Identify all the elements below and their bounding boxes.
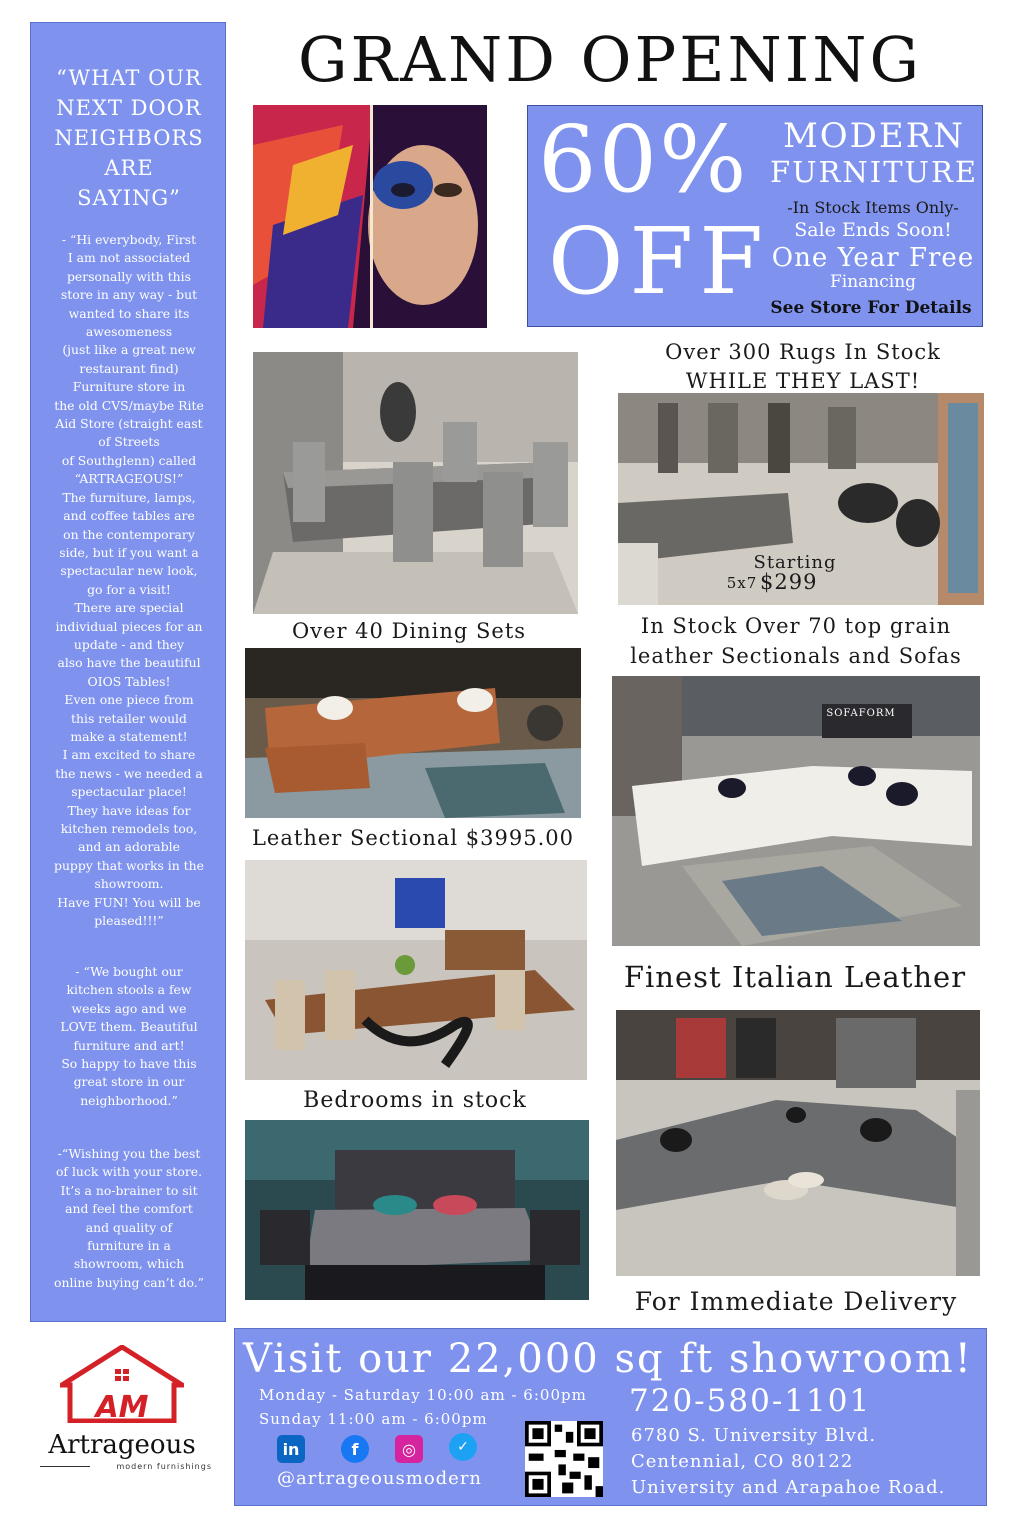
sale-in-stock-note: -In Stock Items Only- <box>787 198 959 217</box>
phone-number[interactable]: 720-580-1101 <box>629 1383 872 1419</box>
logo-tagline: modern furnishings <box>116 1462 212 1471</box>
dining-set-photo <box>253 352 578 614</box>
twitter-icon[interactable]: ✓ <box>449 1433 477 1461</box>
logo-mark: AM <box>95 1390 149 1423</box>
logo-name: Artrageous <box>48 1430 196 1460</box>
bedroom-photo <box>245 1120 589 1300</box>
sale-ends-note: Sale Ends Soon! <box>794 219 952 241</box>
showroom-banner <box>234 1328 987 1506</box>
hours-weekday: Monday - Saturday 10:00 am - 6:00pm <box>259 1386 587 1404</box>
testimonials-sidebar <box>30 22 226 1322</box>
sale-off: OFF <box>548 208 770 315</box>
address-line1: 6780 S. University Blvd. <box>631 1425 877 1446</box>
see-store-note: See Store For Details <box>770 298 972 318</box>
leather-caption-line1: In Stock Over 70 top grain <box>640 614 952 638</box>
dining-table-photo <box>245 860 587 1080</box>
brown-sectional-photo <box>245 648 581 818</box>
sale-box <box>527 105 983 327</box>
instagram-icon[interactable]: ◎ <box>395 1435 423 1463</box>
gray-sectional-photo <box>616 1010 980 1276</box>
address-line2: Centennial, CO 80122 <box>631 1451 854 1472</box>
financing-label: Financing <box>829 272 917 292</box>
rugs-caption-line1: Over 300 Rugs In Stock <box>665 340 941 364</box>
sale-modern: MODERN <box>782 116 966 156</box>
visit-headline: Visit our 22,000 sq ft showroom! <box>243 1336 973 1382</box>
sale-furniture: FURNITURE <box>769 155 978 189</box>
address-line3: University and Arapahoe Road. <box>631 1477 946 1498</box>
rug-starting-label: Starting <box>753 552 837 573</box>
page-title: GRAND OPENING <box>298 23 922 96</box>
testimonial-quote-1: - “Hi everybody, First I am not associated personally with this store in any way - but wanted to share its awesomeness (just like a great new restaurant find) Furniture store in the old CVS/maybe Rite Aid Store (straight east of Streets of Southglenn) called “ARTRAGEOUS!” The furniture, lamps, and coffee tables are on the contemporary side, but if you want a spectacular new look, go for a visit! There are special individual pieces for an update - and they also have the beautiful OIOS Tables! Even one piece from this retailer would make a statement! I am excited to share the news - we needed a spectacular place! They have ideas for kitchen remodels too, and an adorable puppy that works in the showroom. Have FUN! You will be pleased!!!” <box>54 232 204 929</box>
rug-price-label: $299 <box>760 570 818 594</box>
sectional-price-caption: Leather Sectional $3995.00 <box>251 826 574 850</box>
delivery-caption: For Immediate Delivery <box>634 1287 958 1316</box>
italian-leather-caption: Finest Italian Leather <box>623 960 967 994</box>
testimonial-quote-3: -“Wishing you the best of luck with your store. It’s a no-brainer to sit and feel the comfort and quality of furniture in a showroom, which online buying can’t do.” <box>54 1146 204 1290</box>
artrageous-logo <box>60 1345 184 1423</box>
dining-caption: Over 40 Dining Sets <box>291 619 527 643</box>
bedrooms-caption: Bedrooms in stock <box>303 1088 527 1113</box>
hours-sunday: Sunday 11:00 am - 6:00pm <box>259 1410 488 1428</box>
testimonials-heading: “WHAT OUR NEXT DOOR NEIGHBORS ARE SAYING” <box>54 66 204 210</box>
art-photo <box>253 105 487 328</box>
rugs-caption-line2: WHILE THEY LAST! <box>685 369 921 393</box>
qr-code[interactable] <box>525 1421 603 1497</box>
social-handle[interactable]: @artrageousmodern <box>277 1468 483 1489</box>
linkedin-icon[interactable]: in <box>277 1435 305 1463</box>
sofaform-sign: SOFAFORM <box>826 708 896 719</box>
facebook-icon[interactable]: f <box>341 1435 369 1463</box>
rug-size-label: 5x7 <box>726 574 758 592</box>
logo-divider <box>40 1466 90 1467</box>
financing-headline: One Year Free <box>771 243 975 273</box>
leather-caption-line2: leather Sectionals and Sofas <box>630 644 962 668</box>
testimonial-quote-2: - “We bought our kitchen stools a few weeks ago and we LOVE them. Beautiful furniture and art! So happy to have this great store in our neighborhood.” <box>60 964 198 1108</box>
white-sectional-photo <box>612 676 980 946</box>
sale-percent: 60% <box>538 106 749 213</box>
